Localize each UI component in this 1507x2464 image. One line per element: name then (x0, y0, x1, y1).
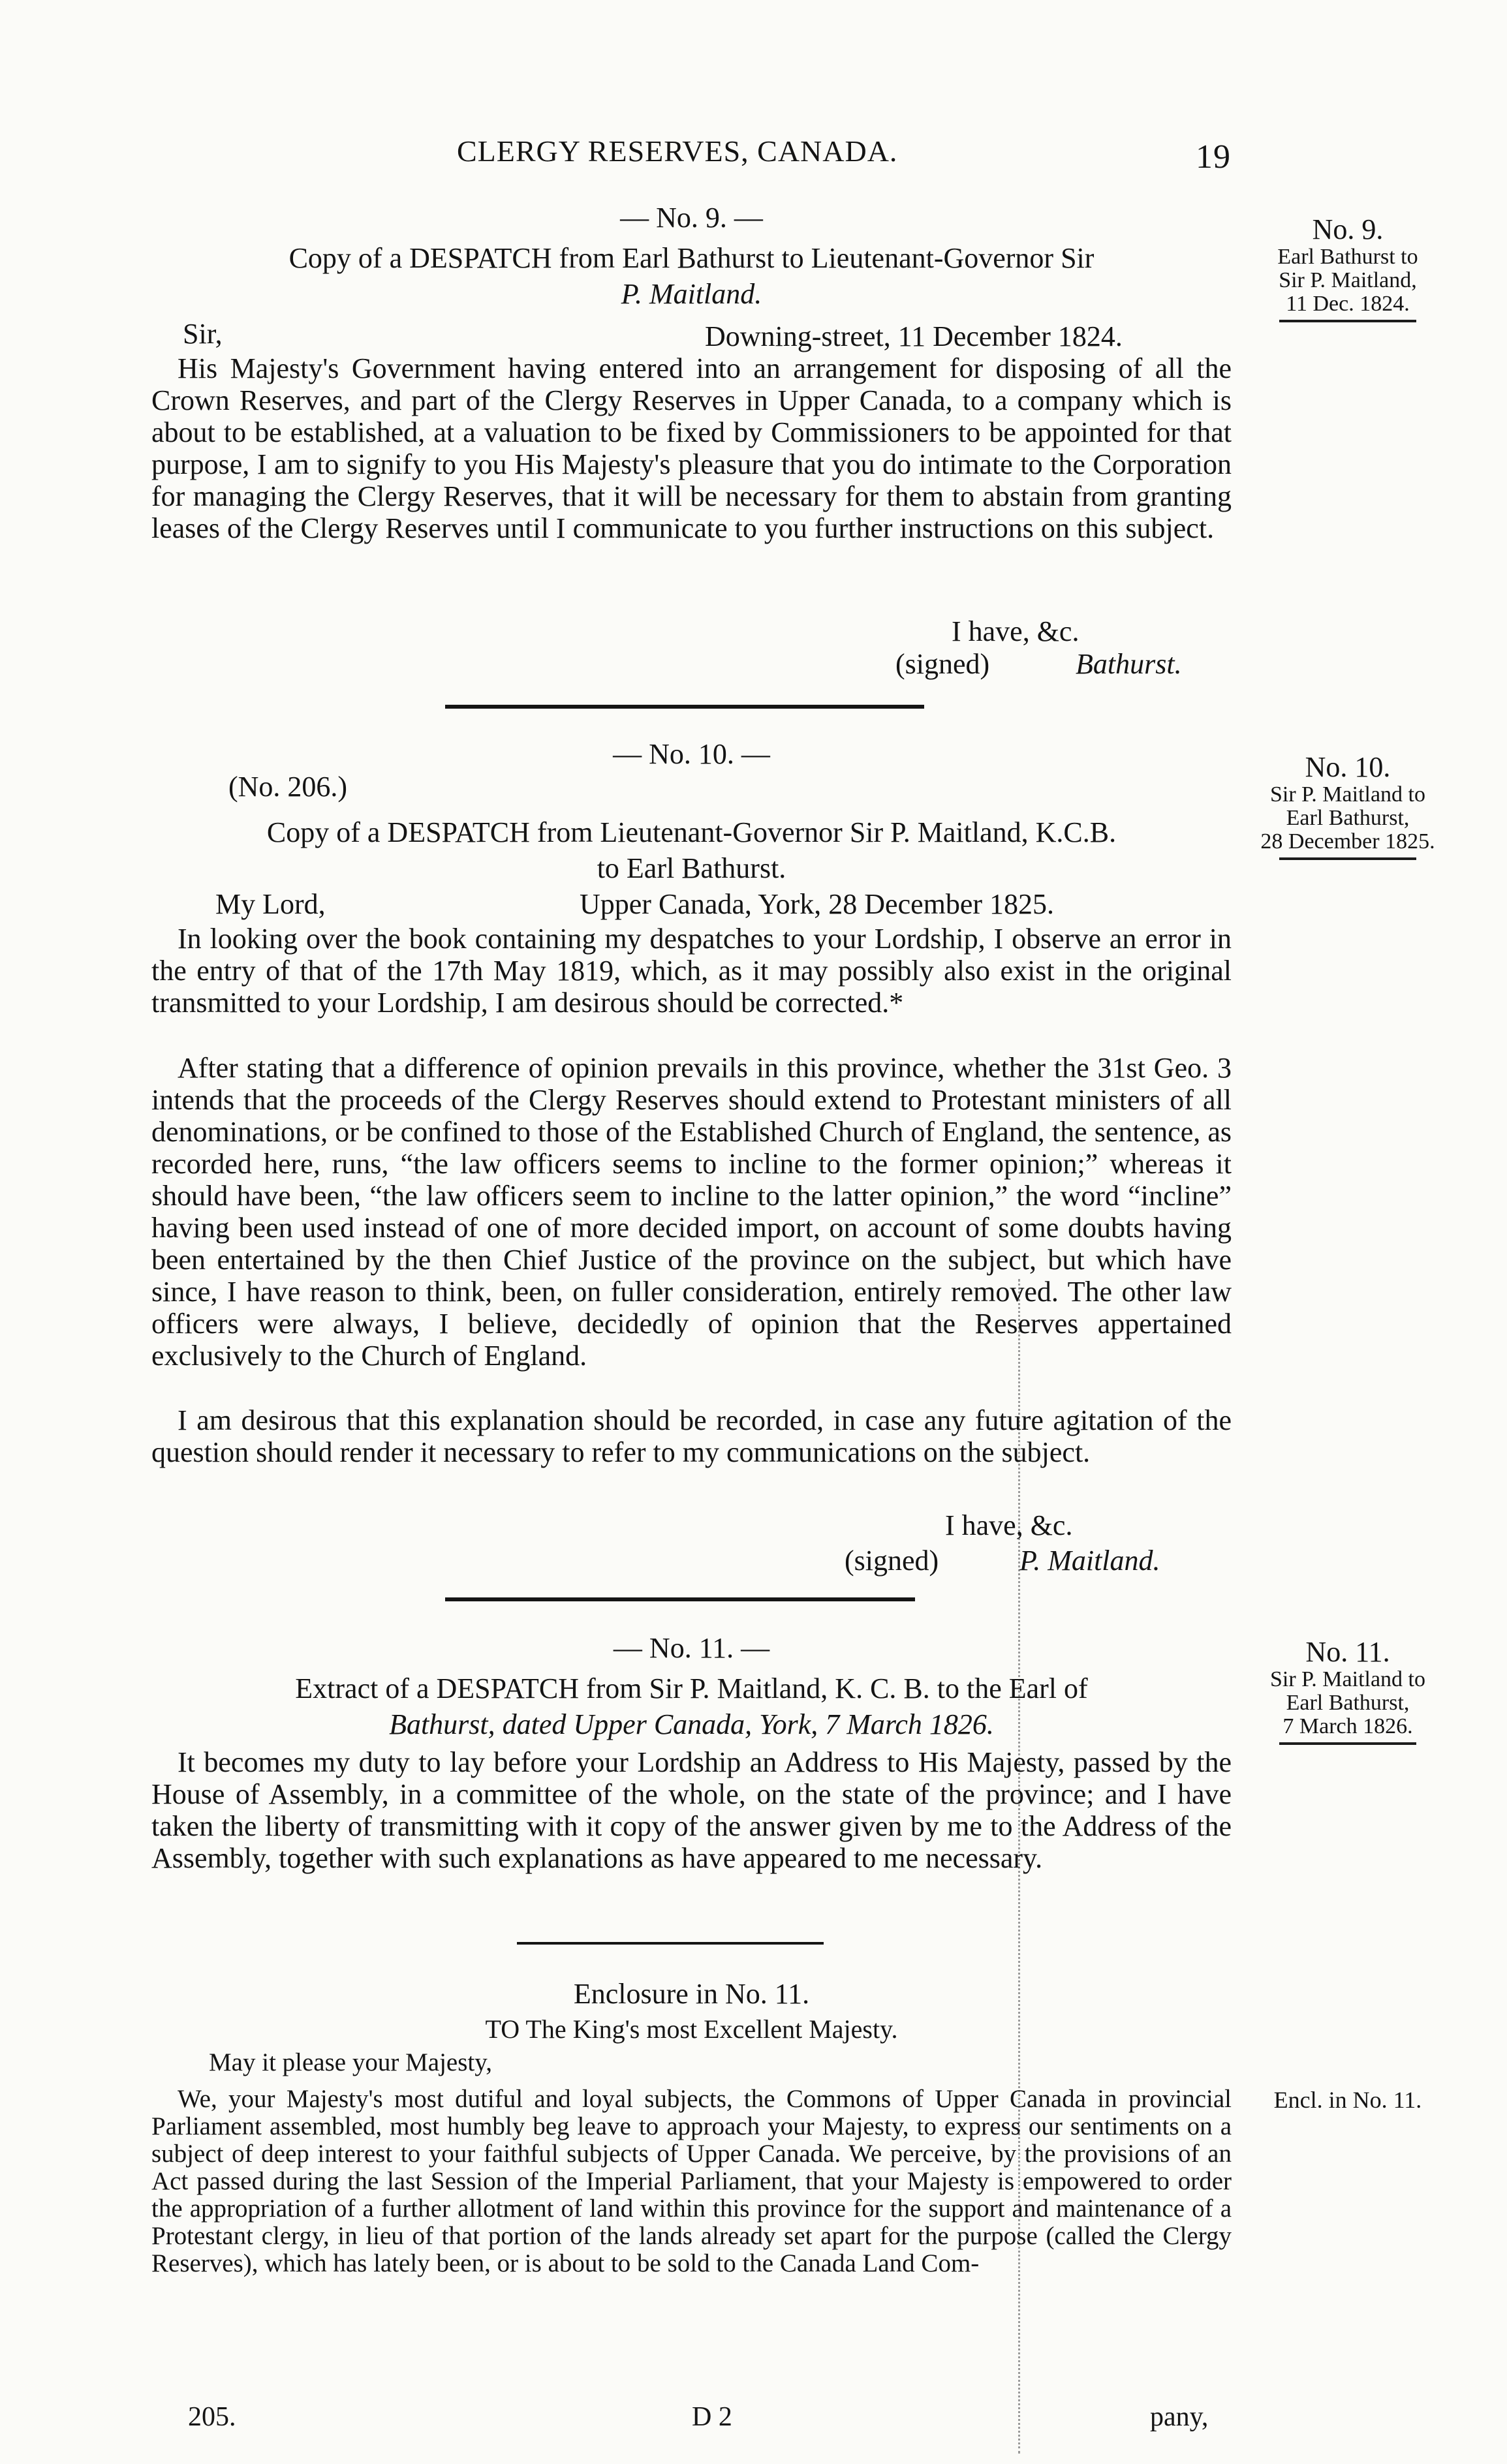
no10-heading-line2: to Earl Bathurst. (597, 852, 786, 884)
no10-margin-line3: 28 December 1825. (1260, 829, 1435, 854)
no11-heading-line1: Extract of a DESPATCH from Sir P. Maitland, K. C. B. to the Earl of (295, 1672, 1088, 1704)
no10-margin-number: No. 10. (1305, 751, 1391, 783)
no9-margin-line2: Sir P. Maitland, (1279, 268, 1417, 292)
no11-margin-line2: Earl Bathurst, (1286, 1691, 1410, 1715)
no10-margin-note (1240, 752, 1455, 860)
section-divider (445, 1597, 915, 1601)
no10-para3: I am desirous that this explanation should be recorded, in case any future agitation of the question should render it necessary to refer to my communications on the subject. (151, 1404, 1232, 1468)
no10-para1: In looking over the book containing my despatches to your Lordship, I observe an error in the entry of that of the 17th May 1819, which, as it may possibly also exist in the original transmitted to your Lordship, I am desirous should be corrected.* (151, 923, 1232, 1019)
page-number: 19 (1196, 138, 1231, 176)
no11-margin-note (1240, 1637, 1455, 1745)
no9-body: His Majesty's Government having entered into an arrangement for disposing of all the Crown Reserves, and part of the Clergy Reserves in Upper Canada, to a company which is about to be established, at a valuation to be fixed by Commissioners to be appointed for that purpose, I am to signify to you His Majesty's pleasure that you do intimate to the Corporation for managing the Clergy Reserves, that it will be necessary for them to abstain from granting leases of the Clergy Reserves until I communicate to you further instructions on this subject. (151, 352, 1232, 544)
no10-margin-line2: Earl Bathurst, (1286, 806, 1410, 830)
no11-label: — No. 11. — (613, 1632, 770, 1664)
no11-margin-number: No. 11. (1305, 1636, 1390, 1668)
enclosure-margin-label: Encl. in No. 11. (1273, 2087, 1422, 2113)
no10-margin-line1: Sir P. Maitland to (1269, 782, 1426, 807)
no10-closing: I have, &c. (945, 1509, 1073, 1541)
no11-margin-line3: 7 March 1826. (1282, 1714, 1413, 1738)
no11-margin-line1: Sir P. Maitland to (1269, 1667, 1426, 1691)
no10-signed: (signed) (845, 1545, 939, 1577)
no9-margin-line1: Earl Bathurst to (1277, 245, 1418, 269)
no11-heading-line2: Bathurst, dated Upper Canada, York, 7 March 1826. (389, 1708, 994, 1740)
section-divider (445, 705, 924, 709)
enclosure-margin-note (1240, 2088, 1455, 2112)
no10-ref: (No. 206.) (228, 771, 348, 803)
no9-margin-number: No. 9. (1312, 213, 1384, 245)
running-head-title: CLERGY RESERVES, CANADA. (457, 134, 898, 168)
no10-place-date: Upper Canada, York, 28 December 1825. (580, 888, 1055, 920)
no10-heading-line1: Copy of a DESPATCH from Lieutenant-Governor Sir P. Maitland, K.C.B. (266, 816, 1117, 848)
no9-signature: Bathurst. (1076, 648, 1182, 680)
no9-signed: (signed) (895, 648, 990, 680)
footer-left: 205. (188, 2402, 236, 2432)
enclosure-to: TO The King's most Excellent Majesty. (485, 2014, 898, 2044)
no10-para2: After stating that a difference of opinion prevails in this province, whether the 31st Geo. 3 intends that the proceeds of the Clergy Reserves should extend to Protestant ministers of all denominations, or be confined to those of the Established Church of England, the sentence, as recorded here, runs, “the law officers seems to incline to the former opinion;” whereas it should have been, “the law officers seem to incline to the latter opinion,” the word “incline” having been used instead of one of more decided import, on account of some doubts having been entertained by the then Chief Justice of the province on the subject, but which have since, I have reason to think, been, on fuller consideration, entirely removed. The other law officers were always, I believe, decidedly of opinion that the Reserves appertained exclusively to the Church of England. (151, 1052, 1232, 1372)
footer-catchword: pany, (1150, 2402, 1209, 2432)
no9-heading (151, 240, 1232, 312)
no10-salutation: My Lord, (215, 888, 326, 920)
no9-closing: I have, &c. (952, 615, 1080, 647)
no9-margin-note (1240, 214, 1455, 322)
no10-signature: P. Maitland. (1019, 1545, 1160, 1577)
no11-heading (151, 1671, 1232, 1742)
no9-heading-line1: Copy of a DESPATCH from Earl Bathurst to Lieutenant-Governor Sir (288, 242, 1095, 274)
margin-rule (1279, 320, 1416, 322)
no10-heading (151, 814, 1232, 886)
no9-place-date: Downing-street, 11 December 1824. (705, 320, 1123, 352)
no9-label: — No. 9. — (620, 202, 763, 234)
enclosure-body: We, your Majesty's most dutiful and loyal subjects, the Commons of Upper Canada in provincial Parliament assembled, most humbly beg leave to approach your Majesty, to express our sentiments on a subject of deep interest to your faithful subjects of Upper Canada. We perceive, by the provisions of an Act passed during the last Session of the Imperial Parliament, that your Majesty is empowered to order the appropriation of a further allotment of land within this province for the support and maintenance of a Protestant clergy, in lieu of that portion of the lands already set apart for the purpose (called the Clergy Reserves), which has lately been, or is about to be sold to the Canada Land Com- (151, 2085, 1232, 2277)
no10-label: — No. 10. — (613, 738, 770, 770)
footer-signature-mark: D 2 (692, 2402, 732, 2432)
enclosure-salutation: May it please your Majesty, (209, 2048, 492, 2076)
no9-margin-line3: 11 Dec. 1824. (1286, 292, 1410, 316)
no11-body: It becomes my duty to lay before your Lordship an Address to His Majesty, passed by the House of Assembly, in a committee of the whole, on the state of the province; and I have taken the liberty of transmitting with it copy of the answer given by me to the Address of the Assembly, together with such explanations as have appeared to me necessary. (151, 1746, 1232, 1874)
enclosure-title: Enclosure in No. 11. (573, 1978, 810, 2010)
margin-rule (1279, 1742, 1416, 1745)
section-divider (517, 1942, 824, 1945)
margin-rule (1279, 857, 1416, 860)
no9-salutation: Sir, (183, 318, 223, 350)
no9-heading-line2: P. Maitland. (621, 278, 762, 310)
